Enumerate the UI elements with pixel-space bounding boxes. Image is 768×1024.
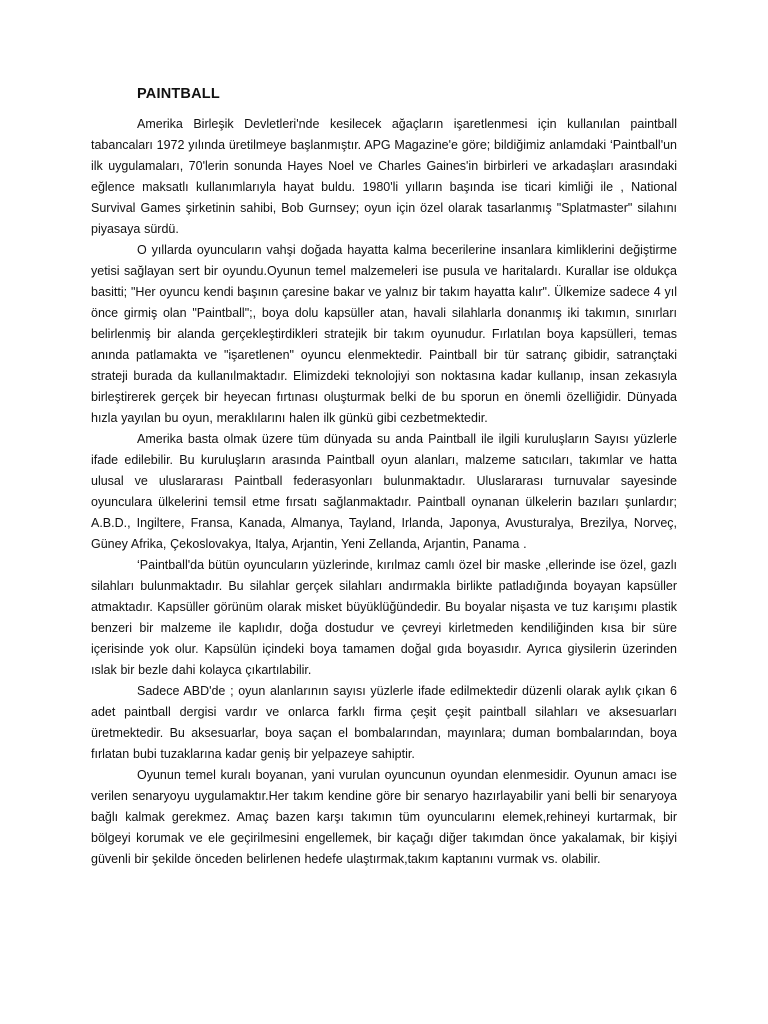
paragraph-game-description: O yıllarda oyuncuların vahşi doğada hayatta kalma becerilerine insanlara kimliklerini değiştirme yetisi sağlayan sert bir oyundu.Oyunun temel malzemeleri ise pusula ve haritalardı. Kurallar ise oldukça basitti; "Her oyuncu kendi başının çaresine bakar ve yalnız bir takım hayatta kalır". Ülkemize sadece 4 yıl önce girmiş olan "Paintball";, boya dolu kapsüller atan, havali silahlarla donanmış iki takımın, sınırları belirlenmiş bir alanda gerçekleştirdikleri stratejik bir takım oyunudur. Fırlatılan boya kapsülleri, temas anında patlamakta ve "işaretlenen" oyuncu elenmektedir. Paintball bir tür satranç gibidir, satrançtaki strateji burada da kullanılmaktadır. Elimizdeki teknolojiyi son noktasına kadar kullanıp, insan zekasıyla birleştirerek gerçek bir heyecan fırtınası oluşturmak belki de bu sporun en önemli özelliğidir. Dünyada hızla yayılan bu oyun, meraklılarını halen ilk günkü gibi cezbetmektedir. (91, 243, 677, 425)
document-title: PAINTBALL (137, 86, 220, 102)
paragraph-history: Amerika Birleşik Devletleri'nde kesilecek ağaçların işaretlenmesi için kullanılan paintball tabancaları 1972 yılında üretilmeye başlanmıştır. APG Magazine'e göre; bildiğimiz anlamdaki ‘Paintball'un ilk uygulamaları, 70'lerin sonunda Hayes Noel ve Charles Gaines'in birbirleri ve arkadaşları arasındaki eğlence maksatlı kullanımlarıyla hayat buldu. 1980'li yılların başında ise ticari kimliği ile , National Survival Games şirketinin sahibi, Bob Gurnsey; oyun için özel olarak tasarlanmış "Splatmaster" silahını piyasaya sürdü. (91, 117, 677, 236)
paragraph-usa-market: Sadece ABD'de ; oyun alanlarının sayısı yüzlerle ifade edilmektedir düzenli olarak aylık çıkan 6 adet paintball dergisi vardır ve onlarca farklı firma çeşit çeşit paintball silahları ve aksesuarları üretmektedir. Bu aksesuarlar, boya saçan el bombalarından, mayınlara; duman bombalarından, boya fırlatan bubi tuzaklarına kadar geniş bir yelpazeye sahiptir. (91, 684, 677, 761)
paragraph-organizations: Amerika basta olmak üzere tüm dünyada su anda Paintball ile ilgili kuruluşların Sayısı yüzlerle ifade edilebilir. Bu kuruluşların arasında Paintball oyun alanları, malzeme satıcıları, takımlar ve hatta ulusal ve uluslararası Paintball federasyonları bulunmaktadır. Uluslararası turnuvalar sayesinde oyunculara ülkelerini temsil etme fırsatı sağlanmaktadır. Paintball oynanan ülkelerin bazıları şunlardır; A.B.D., Ingiltere, Fransa, Kanada, Almanya, Tayland, Irlanda, Japonya, Avusturalya, Brezilya, Norveç, Güney Afrika, Çekoslovakya, Italya, Arjantin, Yeni Zellanda, Arjantin, Panama . (91, 432, 677, 551)
document-page (91, 84, 677, 870)
paragraph-equipment: ‘Paintball'da bütün oyuncuların yüzlerinde, kırılmaz camlı özel bir maske ,ellerinde ise özel, gazlı silahları bulunmaktadır. Bu silahlar gerçek silahları andırmakla birlikte patladığında boyayan kapsüller atmaktadır. Kapsüller görünüm olarak misket büyüklüğündedir. Bu boyalar nişasta ve tuz karışımı plastik benzeri bir malzeme ile kaplıdır, doğa dostudur ve çevreyi kirletmeden kendiliğinden kısa bir süre içerisinde yok olur. Kapsülün içindeki boya tamamen doğal gıda boyasıdır. Ayrıca giysilerin üzerinden ıslak bir bezle dahi kolayca çıkartılabilir. (91, 558, 677, 677)
document-body (91, 114, 677, 870)
paragraph-rules: Oyunun temel kuralı boyanan, yani vurulan oyuncunun oyundan elenmesidir. Oyunun amacı ise verilen senaryoyu uygulamaktır.Her takım kendine göre bir senaryo hazırlayabilir yani belli bir senaryoya bağlı kalmak gerekmez. Amaç bazen karşı takımın tüm oyuncularını elemek,rehineyi kurtarmak, bir bölgeyi korumak ve ele geçirilmesini engellemek, bir kaçağı diğer takımdan önce yakalamak, bir kişiyi güvenli bir şekilde önceden belirlenen hedefe ulaştırmak,takım kaptanını vurmak vs. olabilir. (91, 768, 677, 866)
